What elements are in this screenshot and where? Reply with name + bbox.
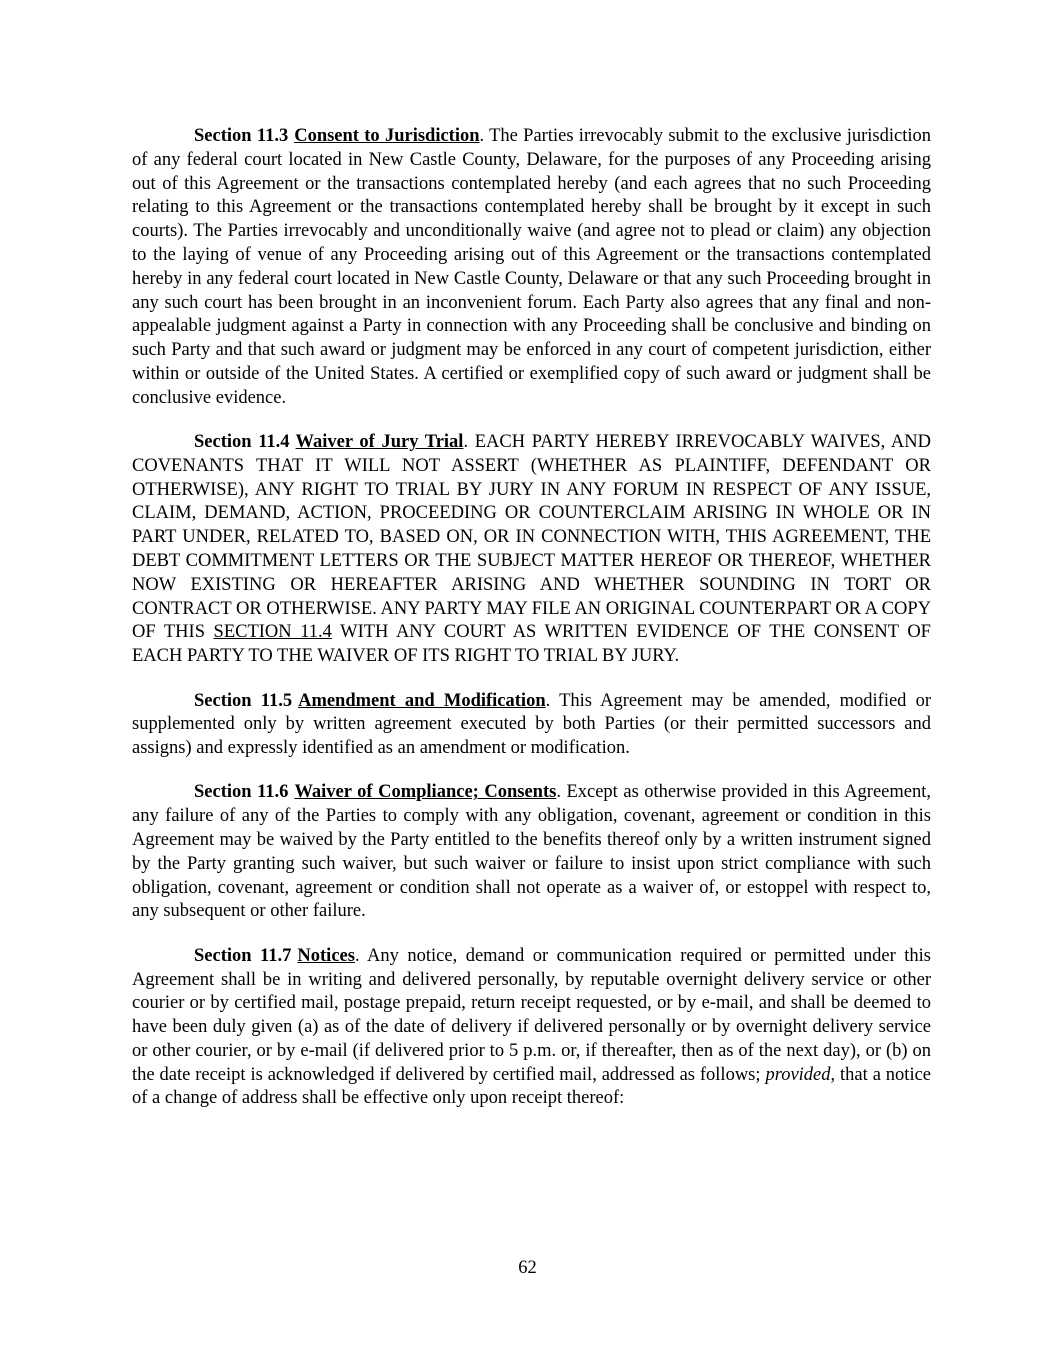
section-11-7-paragraph [132,945,931,1112]
section-number: Section 11.7 [194,945,292,966]
section-title: Notices [297,945,355,966]
section-body: . The Parties irrevocably submit to the exclusive jurisdiction of any federal court located in New Castle County, Delaware, for the purposes of any Proceeding arising out of this Agreement or the transactions contemplated hereby (and each agrees that no such Proceeding relating to this Agreement or the transactions contemplated hereby shall be brought by it except in such courts). The Parties irrevocably and unconditionally waive (and agree not to plead or claim) any objection to the laying of venue of any Proceeding arising out of this Agreement or the transactions contemplated hereby in any federal court located in New Castle County, Delaware or that any such Proceeding brought in any such court has been brought in an inconvenient forum. Each Party also agrees that any final and non-appealable judgment against a Party in connection with any Proceeding shall be conclusive and binding on such Party and that such award or judgment may be enforced in any court of competent jurisdiction, either within or outside of the United States. A certified or exemplified copy of such award or judgment shall be conclusive evidence. [132,126,931,408]
section-title: Consent to Jurisdiction [294,126,480,146]
document-page [132,125,931,1132]
page-number: 62 [518,1258,537,1278]
section-cross-reference: SECTION 11.4 [213,622,332,643]
section-title: Amendment and Modification [298,690,546,711]
section-number: Section 11.6 [194,782,289,803]
section-body: . EACH PARTY HEREBY IRREVOCABLY WAIVES, AND COVENANTS THAT IT WILL NOT ASSERT (WHETHER AS PLAINTIFF, DEFENDANT OR OTHERWISE), ANY RIGHT TO TRIAL BY JURY IN ANY FORUM IN RESPECT OF ANY ISSUE, CLAIM, DEMAND, ACTION, PROCEEDING OR COUNTERCLAIM ARISING IN WHOLE OR IN PART UNDER, RELATED TO, BASED ON, OR IN CONNECTION WITH, THIS AGREEMENT, THE DEBT COMMITMENT LETTERS OR THE SUBJECT MATTER HEREOF OR THEREOF, WHETHER NOW EXISTING OR HEREAFTER ARISING AND WHETHER SOUNDING IN TORT OR CONTRACT OR OTHERWISE. ANY PARTY MAY FILE AN ORIGINAL COUNTERPART OR A COPY OF THIS [132,432,931,643]
section-body: . This Agreement may be amended, modified or supplemented only by written agreement executed by both Parties (or their permitted successors and assigns) and expressly identified as an amendment or modification. [132,690,932,759]
section-body-continued: WITH ANY COURT AS WRITTEN EVIDENCE OF THE CONSENT OF EACH PARTY TO THE WAIVER OF ITS RIGHT TO TRIAL BY JURY. [132,622,931,667]
section-title: Waiver of Jury Trial [295,432,464,453]
emphasized-term: provided [765,1064,831,1085]
section-number: Section 11.3 [194,126,289,146]
section-11-5-paragraph [132,690,931,761]
section-number: Section 11.4 [194,432,290,453]
section-title: Waiver of Compliance; Consents [294,782,557,803]
section-body-continued: , that a notice of a change of address shall be effective only upon receipt thereof: [132,1064,932,1109]
section-11-3-paragraph [132,125,931,411]
section-11-4-paragraph [132,431,931,669]
section-11-6-paragraph [132,781,931,924]
section-body: . Except as otherwise provided in this Agreement, any failure of any of the Parties to comply with any obligation, covenant, agreement or condition in this Agreement may be waived by the Party entitled to the benefits thereof only by a written instrument signed by the Party granting such waiver, but such waiver or failure to insist upon strict compliance with such obligation, covenant, agreement or condition shall not operate as a waiver of, or estoppel with respect to, any subsequent or other failure. [132,782,931,922]
section-body: . Any notice, demand or communication required or permitted under this Agreement shall be in writing and delivered personally, by reputable overnight delivery service or other courier or by certified mail, postage prepaid, return receipt requested, or by e-mail, and shall be deemed to have been duly given (a) as of the date of delivery if delivered personally or by overnight delivery service or other courier, or by e-mail (if delivered prior to 5 p.m. or, if thereafter, then as of the next day), or (b) on the date receipt is acknowledged if delivered by certified mail, addressed as follows; [132,945,932,1085]
section-number: Section 11.5 [194,690,293,711]
